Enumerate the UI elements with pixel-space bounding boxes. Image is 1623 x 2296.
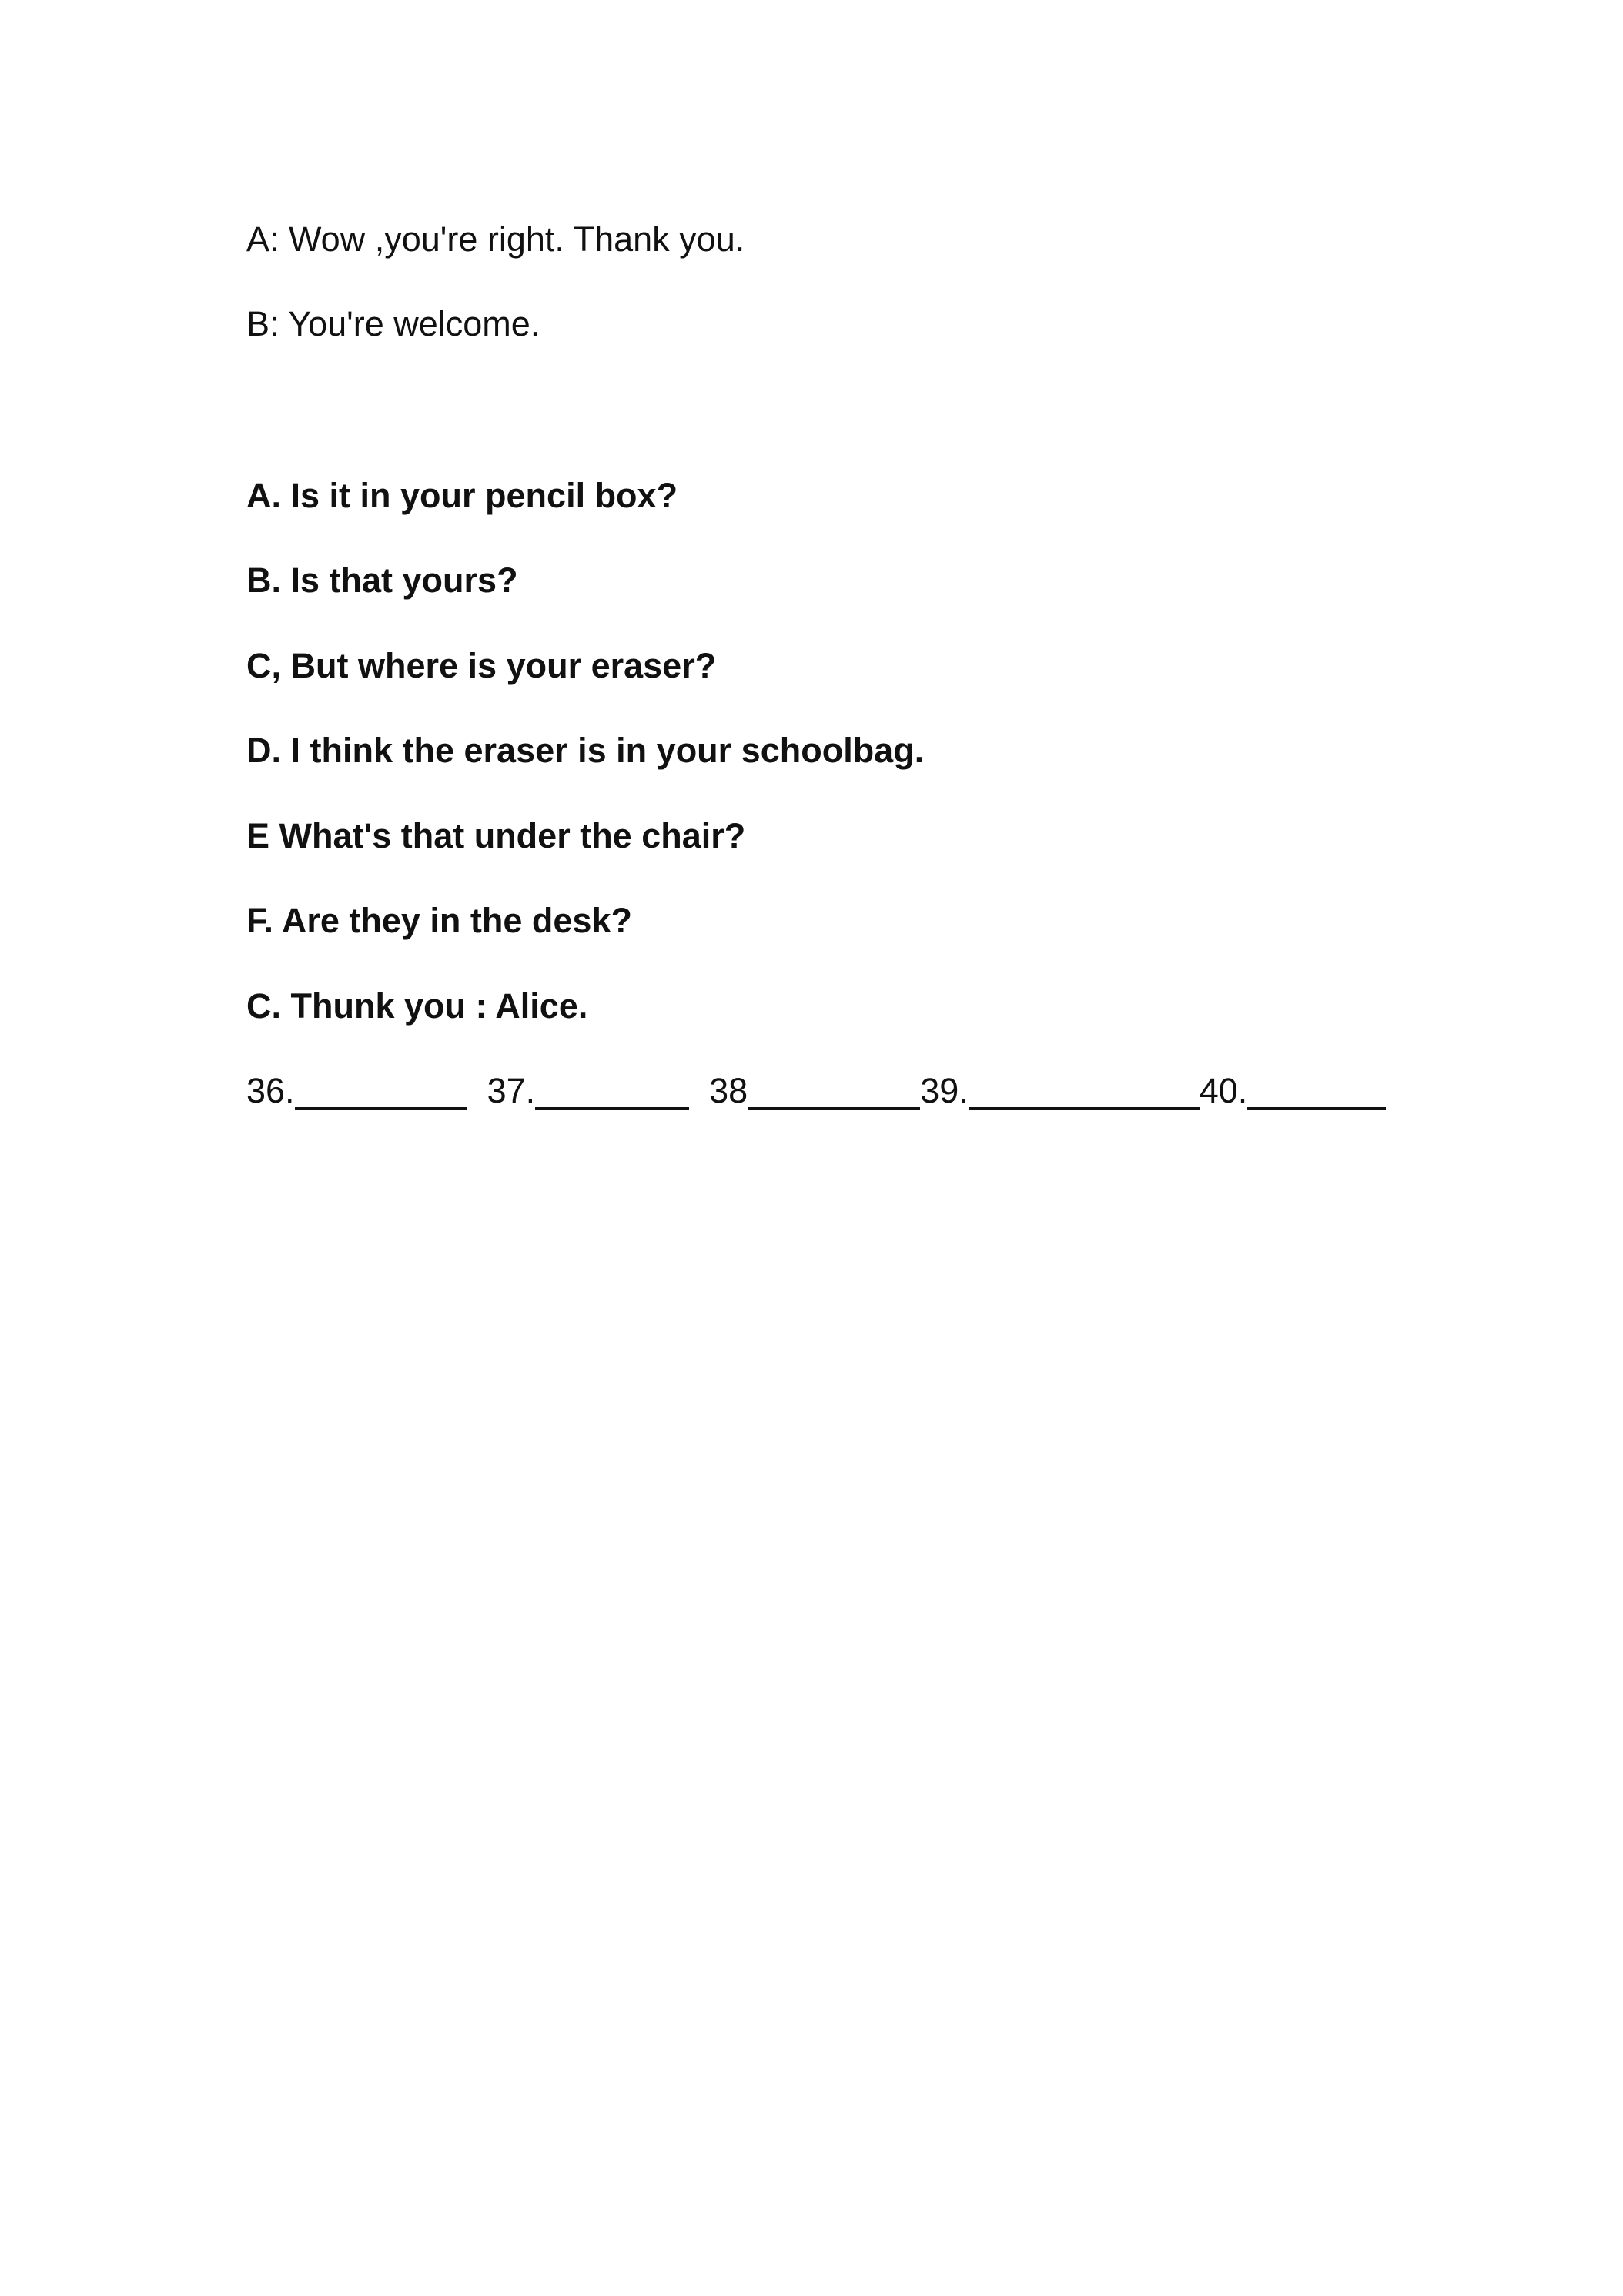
answer-blank-38[interactable] bbox=[709, 1069, 920, 1113]
option-f: F. Are they in the desk? bbox=[246, 901, 632, 940]
answer-line bbox=[969, 1073, 1200, 1110]
answer-number: 37. bbox=[487, 1071, 536, 1110]
answer-blank-39[interactable] bbox=[920, 1069, 1200, 1113]
option-e: E What's that under the chair? bbox=[246, 816, 746, 855]
answer-number: 39. bbox=[920, 1071, 969, 1110]
dialogue-line-a: A: Wow ,you're right. Thank you. bbox=[246, 219, 745, 259]
answer-blank-36[interactable] bbox=[246, 1069, 467, 1113]
answer-line bbox=[535, 1073, 689, 1110]
option-g: C. Thunk you : Alice. bbox=[246, 986, 588, 1026]
answer-line bbox=[748, 1073, 920, 1110]
answer-blanks-row bbox=[246, 1069, 1386, 1113]
answer-number: 36. bbox=[246, 1071, 295, 1110]
option-a: A. Is it in your pencil box? bbox=[246, 476, 678, 515]
option-d: D. I think the eraser is in your schoolbag. bbox=[246, 731, 925, 770]
option-b: B. Is that yours? bbox=[246, 561, 518, 600]
option-c: C, But where is your eraser? bbox=[246, 646, 717, 685]
answer-line bbox=[295, 1073, 467, 1110]
answer-number: 38 bbox=[709, 1071, 748, 1110]
answer-blank-37[interactable] bbox=[487, 1069, 690, 1113]
answer-line bbox=[1247, 1073, 1386, 1110]
answer-blank-40[interactable] bbox=[1200, 1069, 1387, 1113]
dialogue-line-b: B: You're welcome. bbox=[246, 304, 540, 343]
answer-number: 40. bbox=[1199, 1071, 1248, 1110]
